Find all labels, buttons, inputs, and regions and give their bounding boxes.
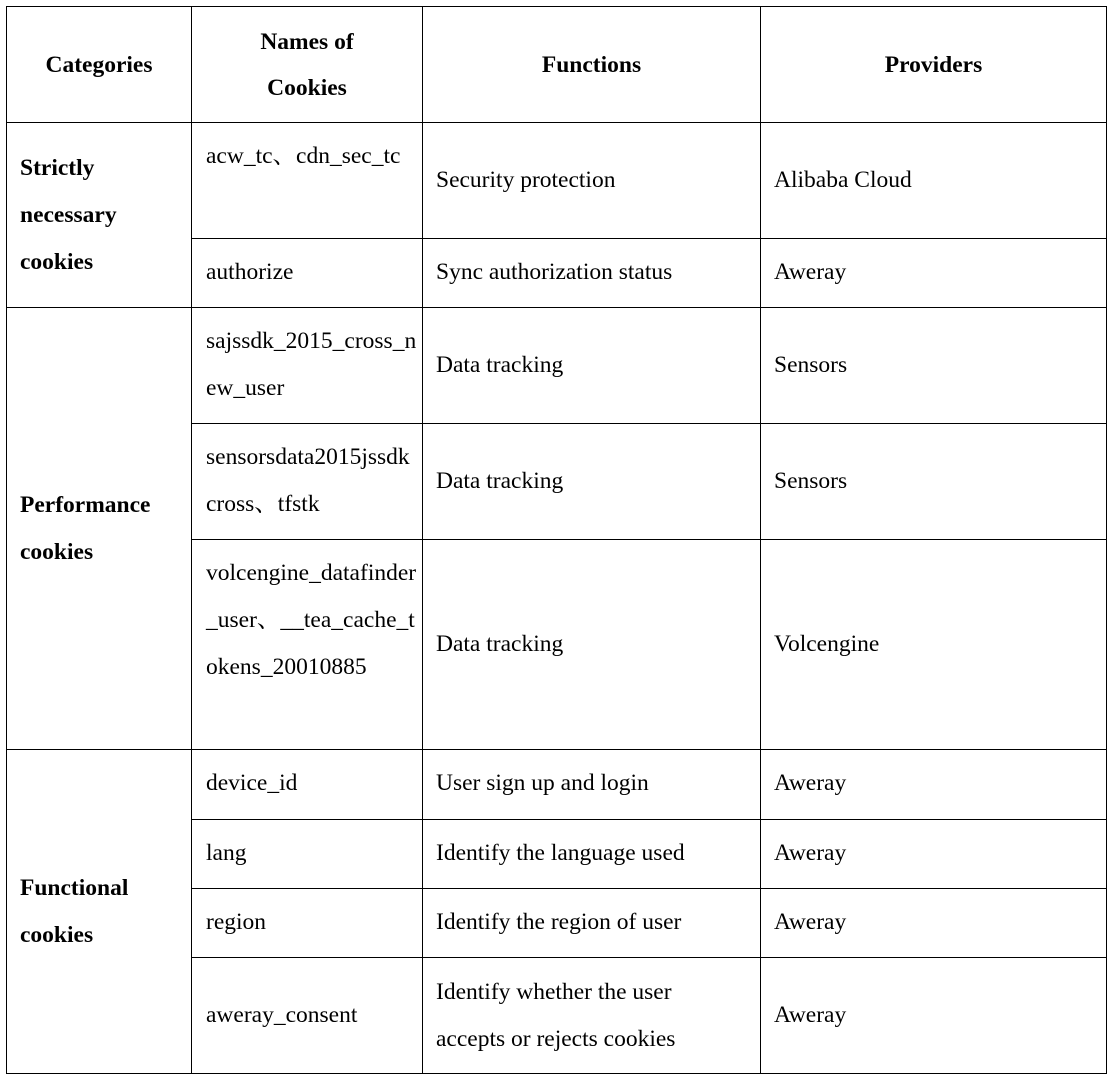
provider-cell: Aweray: [761, 239, 1107, 308]
function-cell: Sync authorization status: [423, 239, 761, 308]
cookie-name-cell: authorize: [192, 239, 423, 308]
function-cell: Data tracking: [423, 308, 761, 424]
function-cell: Data tracking: [423, 424, 761, 540]
category-strictly-necessary: Strictly necessary cookies: [7, 123, 192, 308]
cookie-name-cell: region: [192, 889, 423, 958]
provider-cell: Aweray: [761, 958, 1107, 1074]
cookie-name-cell: device_id: [192, 750, 423, 820]
category-performance: Performance cookies: [7, 308, 192, 750]
function-cell: User sign up and login: [423, 750, 761, 820]
table-row: [7, 308, 1107, 424]
cookies-table: [6, 6, 1107, 1074]
category-functional: Functional cookies: [7, 750, 192, 1074]
header-providers: Providers: [761, 7, 1107, 123]
function-cell: Identify the region of user: [423, 889, 761, 958]
provider-cell: Volcengine: [761, 540, 1107, 750]
provider-cell: Sensors: [761, 424, 1107, 540]
provider-cell: Aweray: [761, 820, 1107, 889]
function-cell: Data tracking: [423, 540, 761, 750]
cookie-name-cell: volcengine_datafinder_user、__tea_cache_tokens_20010885: [192, 540, 423, 750]
header-row: [7, 7, 1107, 123]
function-cell: Identify the language used: [423, 820, 761, 889]
provider-cell: Alibaba Cloud: [761, 123, 1107, 239]
table-row: [7, 750, 1107, 820]
header-categories: Categories: [7, 7, 192, 123]
cookie-name-cell: lang: [192, 820, 423, 889]
cookie-name-cell: sensorsdata2015jssdkcross、tfstk: [192, 424, 423, 540]
header-names-of-cookies: Names of Cookies: [192, 7, 423, 123]
table-row: [7, 123, 1107, 239]
cookie-name-cell: acw_tc、cdn_sec_tc: [192, 123, 423, 239]
provider-cell: Aweray: [761, 750, 1107, 820]
cookie-name-cell: aweray_consent: [192, 958, 423, 1074]
provider-cell: Sensors: [761, 308, 1107, 424]
header-functions: Functions: [423, 7, 761, 123]
cookie-name-cell: sajssdk_2015_cross_new_user: [192, 308, 423, 424]
function-cell: Identify whether the user accepts or rejects cookies: [423, 958, 761, 1074]
provider-cell: Aweray: [761, 889, 1107, 958]
function-cell: Security protection: [423, 123, 761, 239]
